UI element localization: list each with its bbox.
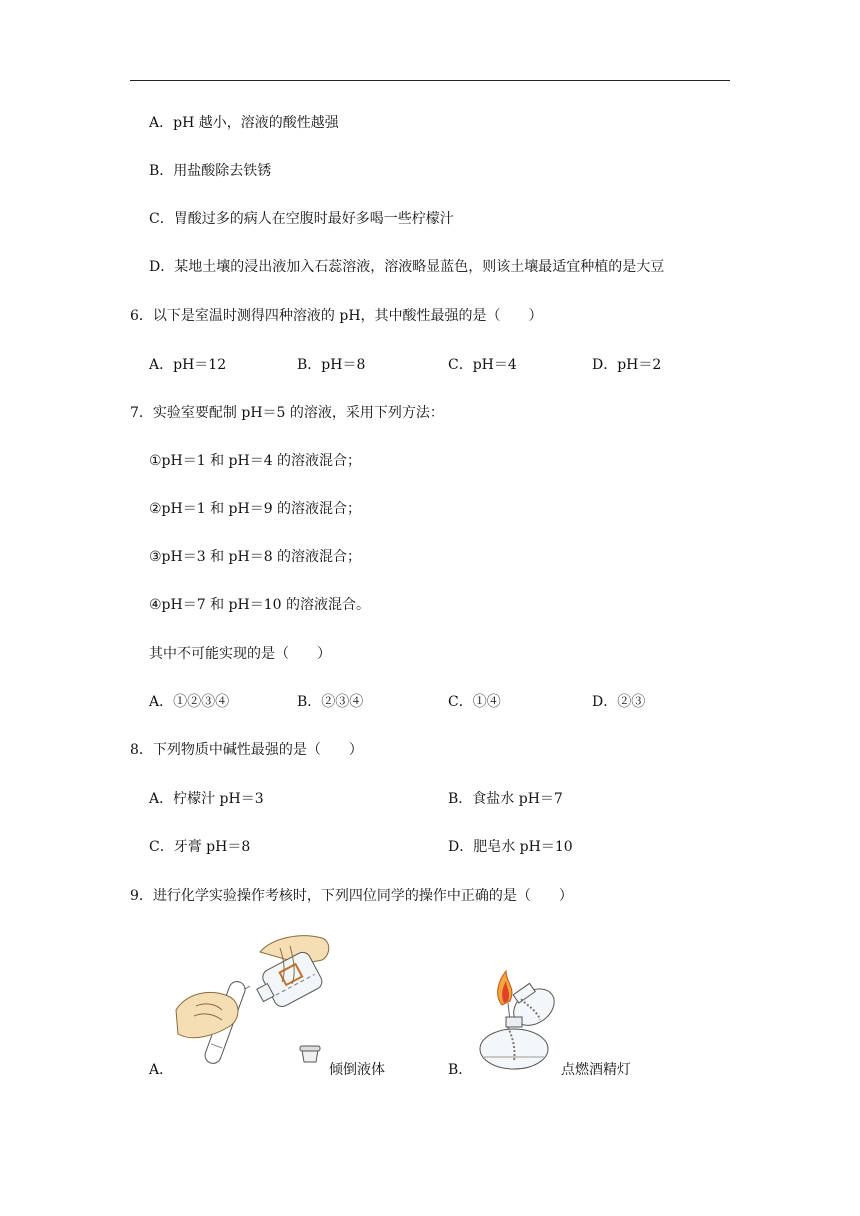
q7-method-1: ①pH＝1 和 pH＝4 的溶液混合；	[149, 453, 362, 469]
q8-option-c: C．牙膏 pH＝8	[149, 839, 251, 855]
q8-option-b: B．食盐水 pH＝7	[448, 791, 563, 807]
q9-stem: 9．进行化学实验操作考核时，下列四位同学的操作中正确的是（ ）	[130, 888, 573, 904]
q7-option-d: D．②③	[592, 694, 646, 710]
q7-method-2: ②pH＝1 和 pH＝9 的溶液混合；	[149, 501, 362, 517]
q9-option-a-caption: 倾倒液体	[329, 1062, 385, 1078]
q7-option-b: B．②③④	[297, 694, 364, 710]
q7-question: 其中不可能实现的是（ ）	[149, 646, 331, 662]
q8-option-a: A．柠檬汁 pH＝3	[149, 791, 264, 807]
q7-option-c: C．①④	[448, 694, 501, 710]
q8-option-d: D．肥皂水 pH＝10	[448, 839, 573, 855]
header-rule	[130, 80, 730, 81]
q8-stem: 8．下列物质中碱性最强的是（ ）	[130, 742, 363, 758]
q7-method-3: ③pH＝3 和 pH＝8 的溶液混合；	[149, 549, 362, 565]
pouring-liquid-illustration	[172, 930, 347, 1072]
q6-option-b: B．pH＝8	[297, 357, 366, 373]
q7-option-a: A．①②③④	[149, 694, 230, 710]
q5-option-b: B．用盐酸除去铁锈	[149, 163, 272, 179]
q6-stem: 6．以下是室温时测得四种溶液的 pH，其中酸性最强的是（ ）	[130, 308, 543, 324]
q5-option-c: C．胃酸过多的病人在空腹时最好多喝一些柠檬汁	[149, 211, 454, 227]
q5-option-a: A．pH 越小，溶液的酸性越强	[149, 115, 339, 131]
q9-option-b-letter: B．	[448, 1062, 473, 1078]
q9-option-a-letter: A．	[149, 1062, 174, 1078]
q5-option-d: D．某地土壤的浸出液加入石蕊溶液，溶液略显蓝色，则该土壤最适宜种植的是大豆	[149, 259, 665, 275]
q9-option-b-caption: 点燃酒精灯	[561, 1062, 631, 1078]
q6-option-c: C．pH＝4	[448, 357, 517, 373]
q7-stem: 7．实验室要配制 pH＝5 的溶液，采用下列方法：	[130, 405, 444, 421]
q6-option-a: A．pH＝12	[149, 357, 227, 373]
q6-option-d: D．pH＝2	[592, 357, 662, 373]
lighting-alcohol-lamp-illustration	[470, 965, 562, 1073]
q7-method-4: ④pH＝7 和 pH＝10 的溶液混合。	[149, 597, 370, 613]
